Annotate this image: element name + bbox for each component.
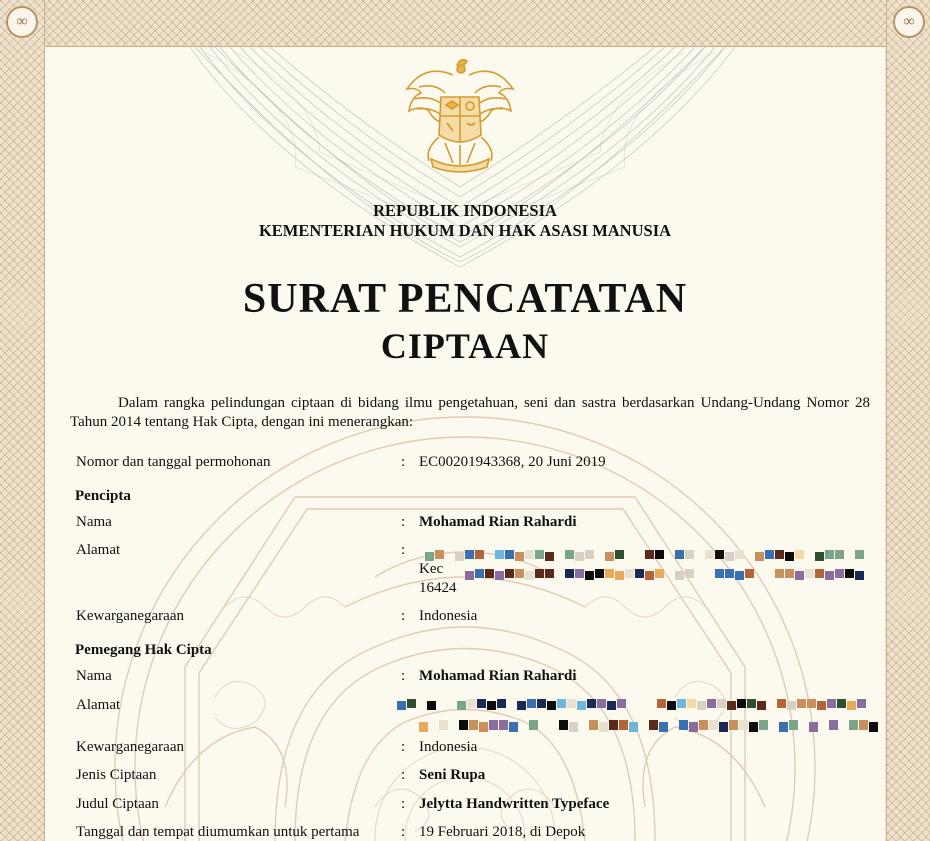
redaction-block xyxy=(629,722,638,732)
redaction-block xyxy=(615,571,624,580)
redaction-block xyxy=(785,569,794,578)
redaction-block xyxy=(407,699,416,708)
redaction-block xyxy=(467,699,476,708)
redaction-block xyxy=(439,720,448,730)
redaction-block xyxy=(595,569,604,578)
redaction-block xyxy=(805,569,814,578)
redaction-block xyxy=(625,569,634,578)
redaction-block xyxy=(497,699,506,708)
redaction-block xyxy=(459,720,468,730)
separator-colon: : xyxy=(401,767,406,783)
redaction-block xyxy=(617,699,626,708)
redaction-block xyxy=(667,701,676,710)
redaction-block xyxy=(515,569,524,578)
work-type-label: Jenis Ciptaan xyxy=(76,767,157,783)
certificate-title: SURAT PENCATATAN xyxy=(242,276,688,322)
certificate-border-left xyxy=(0,0,45,841)
redaction-block xyxy=(657,699,666,708)
redaction-block xyxy=(475,569,484,578)
redaction-block xyxy=(489,720,498,730)
holder-name-value: Mohamad Rian Rahardi xyxy=(419,668,577,684)
redaction-block xyxy=(535,569,544,578)
redaction-block xyxy=(565,569,574,578)
redaction-block xyxy=(545,552,554,561)
redaction-block xyxy=(699,720,708,730)
redaction-block xyxy=(687,699,696,708)
redaction-block xyxy=(795,571,804,580)
redaction-block xyxy=(739,720,748,730)
redaction-block xyxy=(547,701,556,710)
redaction-block xyxy=(737,699,746,708)
redaction-block xyxy=(609,720,618,730)
redaction-block xyxy=(705,550,714,559)
redaction-block xyxy=(615,550,624,559)
separator-colon: : xyxy=(401,608,406,624)
redaction-block xyxy=(837,699,846,708)
redaction-block xyxy=(427,701,436,710)
creator-section-heading: Pencipta xyxy=(75,488,131,504)
redaction-block xyxy=(775,550,784,559)
separator-colon: : xyxy=(401,796,406,812)
redaction-block xyxy=(755,552,764,561)
redaction-block xyxy=(645,571,654,580)
separator-colon: : xyxy=(401,824,406,840)
redaction-block xyxy=(619,720,628,730)
redaction-block xyxy=(499,720,508,730)
redaction-block xyxy=(565,550,574,559)
redaction-block xyxy=(845,569,854,578)
redaction-block xyxy=(789,720,798,730)
holder-section-heading: Pemegang Hak Cipta xyxy=(75,642,212,658)
redaction-row xyxy=(465,569,864,580)
redaction-block xyxy=(605,552,614,561)
redaction-block xyxy=(589,720,598,730)
redaction-block xyxy=(785,552,794,561)
separator-colon: : xyxy=(401,514,406,530)
redaction-block xyxy=(529,720,538,730)
redaction-row xyxy=(425,550,864,561)
redaction-block xyxy=(635,569,644,578)
application-value: EC00201943368, 20 Juni 2019 xyxy=(419,454,606,470)
ministry-heading: KEMENTERIAN HUKUM DAN HAK ASASI MANUSIA xyxy=(258,221,672,240)
redaction-block xyxy=(465,571,474,580)
redaction-block xyxy=(679,720,688,730)
redaction-block xyxy=(435,550,444,559)
redaction-block xyxy=(527,699,536,708)
redaction-block xyxy=(777,699,786,708)
redaction-block xyxy=(855,550,864,559)
redaction-row xyxy=(397,699,866,710)
redaction-block xyxy=(795,550,804,559)
certificate-subtitle: CIPTAAN xyxy=(380,326,550,366)
redaction-block xyxy=(787,701,796,710)
separator-colon: : xyxy=(401,454,406,470)
redaction-block xyxy=(599,722,608,732)
creator-nationality-value: Indonesia xyxy=(419,608,478,624)
certificate-border-top xyxy=(0,0,930,47)
redaction-block xyxy=(745,569,754,578)
redaction-block xyxy=(749,722,758,732)
redaction-block xyxy=(729,720,738,730)
redaction-block xyxy=(487,701,496,710)
redaction-block xyxy=(525,550,534,559)
work-type-value: Seni Rupa xyxy=(419,767,486,783)
redaction-block xyxy=(847,701,856,710)
redaction-block xyxy=(675,550,684,559)
separator-colon: : xyxy=(401,542,406,558)
publication-value: 19 Februari 2018, di Depok xyxy=(419,824,586,840)
redaction-block xyxy=(825,571,834,580)
corner-ornament-icon: ∞ xyxy=(893,6,925,38)
redaction-block xyxy=(597,699,606,708)
redaction-block xyxy=(735,550,744,559)
redaction-block xyxy=(697,701,706,710)
redaction-block xyxy=(857,699,866,708)
redaction-block xyxy=(817,701,826,710)
redaction-block xyxy=(807,699,816,708)
redaction-block xyxy=(707,699,716,708)
holder-address-label: Alamat xyxy=(76,697,121,713)
work-title-value: Jelytta Handwritten Typeface xyxy=(419,796,610,812)
holder-name-label: Nama xyxy=(76,668,112,684)
redaction-block xyxy=(835,550,844,559)
redaction-block xyxy=(689,722,698,732)
redaction-block xyxy=(759,720,768,730)
redaction-block xyxy=(505,550,514,559)
redaction-block xyxy=(685,550,694,559)
redaction-block xyxy=(545,569,554,578)
creator-nationality-label: Kewarganegaraan xyxy=(76,608,184,624)
redaction-block xyxy=(559,720,568,730)
redaction-block xyxy=(649,720,658,730)
redaction-block xyxy=(735,571,744,580)
redaction-block xyxy=(569,722,578,732)
holder-nationality-label: Kewarganegaraan xyxy=(76,739,184,755)
redaction-block xyxy=(675,571,684,580)
application-label: Nomor dan tanggal permohonan xyxy=(76,454,271,470)
redaction-block xyxy=(535,550,544,559)
redaction-block xyxy=(717,699,726,708)
creator-address-postcode: 16424 xyxy=(419,580,457,596)
work-title-label: Judul Ciptaan xyxy=(76,796,159,812)
redaction-block xyxy=(397,701,406,710)
corner-ornament-icon: ∞ xyxy=(6,6,38,38)
separator-colon: : xyxy=(401,739,406,755)
redaction-block xyxy=(765,550,774,559)
redaction-block xyxy=(829,720,838,730)
intro-paragraph: Dalam rangka pelindungan ciptaan di bidang ilmu pengetahuan, seni dan sastra berdasarkan Undang-Undang Nomor 28 Tahun 2014 tentang Hak Cipta, dengan ini menerangkan: xyxy=(70,395,870,430)
redaction-block xyxy=(725,569,734,578)
redaction-block xyxy=(797,699,806,708)
redaction-block xyxy=(655,569,664,578)
redaction-block xyxy=(455,552,464,561)
redaction-block xyxy=(465,550,474,559)
redaction-block xyxy=(537,699,546,708)
redaction-block xyxy=(685,569,694,578)
redaction-block xyxy=(757,701,766,710)
address-redaction xyxy=(45,47,885,841)
redaction-block xyxy=(419,722,428,732)
redaction-block xyxy=(859,720,868,730)
redaction-block xyxy=(715,569,724,578)
redaction-block xyxy=(577,701,586,710)
redaction-block xyxy=(495,571,504,580)
redaction-block xyxy=(505,569,514,578)
redaction-block xyxy=(517,701,526,710)
redaction-block xyxy=(575,569,584,578)
redaction-block xyxy=(725,552,734,561)
redaction-block xyxy=(869,722,878,732)
publication-label: Tanggal dan tempat diumumkan untuk pertama xyxy=(76,824,360,840)
redaction-block xyxy=(727,701,736,710)
redaction-row xyxy=(419,720,878,732)
redaction-block xyxy=(485,569,494,578)
redaction-block xyxy=(677,699,686,708)
country-heading: REPUBLIK INDONESIA xyxy=(373,201,557,220)
redaction-block xyxy=(525,571,534,580)
certificate-paper xyxy=(45,47,885,841)
redaction-block xyxy=(747,699,756,708)
redaction-block xyxy=(515,552,524,561)
redaction-block xyxy=(655,550,664,559)
redaction-block xyxy=(457,701,466,710)
redaction-block xyxy=(575,552,584,561)
redaction-block xyxy=(567,699,576,708)
redaction-block xyxy=(835,569,844,578)
redaction-block xyxy=(585,571,594,580)
redaction-block xyxy=(477,699,486,708)
redaction-block xyxy=(809,722,818,732)
redaction-block xyxy=(815,569,824,578)
certificate-border-right xyxy=(886,0,930,841)
redaction-block xyxy=(469,720,478,730)
redaction-block xyxy=(659,722,668,732)
separator-colon: : xyxy=(401,668,406,684)
redaction-block xyxy=(475,550,484,559)
redaction-block xyxy=(855,571,864,580)
redaction-block xyxy=(709,720,718,730)
redaction-block xyxy=(779,722,788,732)
redaction-block xyxy=(815,552,824,561)
redaction-block xyxy=(827,699,836,708)
redaction-block xyxy=(425,552,434,561)
redaction-block xyxy=(719,722,728,732)
creator-name-label: Nama xyxy=(76,514,112,530)
redaction-block xyxy=(495,550,504,559)
redaction-block xyxy=(849,720,858,730)
redaction-block xyxy=(585,550,594,559)
redaction-block xyxy=(587,699,596,708)
redaction-block xyxy=(607,701,616,710)
redaction-block xyxy=(479,722,488,732)
creator-name-value: Mohamad Rian Rahardi xyxy=(419,514,577,530)
creator-address-label: Alamat xyxy=(76,542,121,558)
redaction-block xyxy=(775,569,784,578)
creator-address-fragment: Kec xyxy=(419,561,444,577)
redaction-block xyxy=(715,550,724,559)
redaction-block xyxy=(557,699,566,708)
redaction-block xyxy=(605,569,614,578)
redaction-block xyxy=(509,722,518,732)
holder-nationality-value: Indonesia xyxy=(419,739,478,755)
redaction-block xyxy=(645,550,654,559)
redaction-block xyxy=(825,550,834,559)
